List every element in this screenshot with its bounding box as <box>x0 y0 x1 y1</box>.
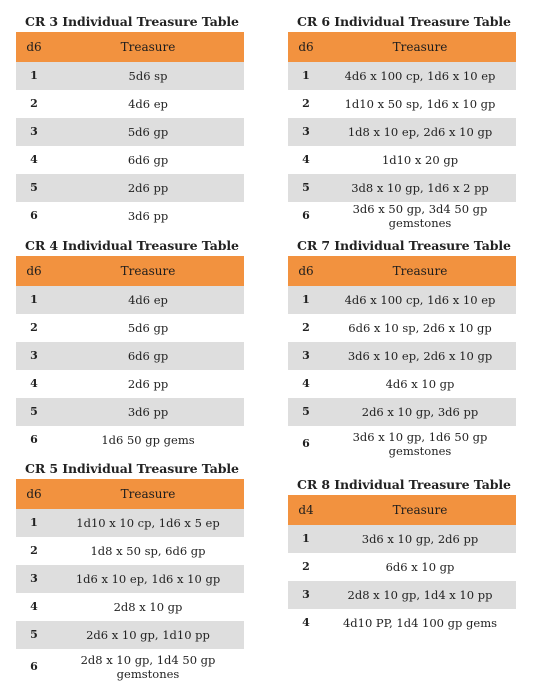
treasure-cell: 1d10 x 50 sp, 1d6 x 10 gp <box>344 97 496 111</box>
table-row <box>16 537 244 565</box>
treasure-header: Treasure <box>324 495 516 525</box>
treasure-cell: 5d6 gp <box>127 321 169 335</box>
roll-cell: 5 <box>288 174 324 202</box>
treasure-cell: 3d6 x 10 ep, 2d6 x 10 gp <box>324 342 516 370</box>
roll-cell: 4 <box>30 600 38 613</box>
cr4-table-block <box>16 236 244 454</box>
table-row <box>16 593 244 621</box>
treasure-header: Treasure <box>52 32 244 62</box>
treasure-header: Treasure <box>52 479 244 509</box>
treasure-cell: 2d6 x 10 gp, 3d6 pp <box>324 398 516 426</box>
roll-cell: 4 <box>30 153 38 166</box>
table-row <box>288 370 516 398</box>
roll-cell: 6 <box>302 437 310 450</box>
roll-cell: 5 <box>16 174 52 202</box>
table-row <box>288 118 516 146</box>
table-row <box>288 286 516 314</box>
treasure-cell: 5d6 sp <box>52 62 244 90</box>
table-row <box>288 398 516 426</box>
table-title: CR 8 Individual Treasure Table <box>297 477 511 492</box>
table-row <box>16 565 244 593</box>
treasure-cell: 4d6 ep <box>128 97 168 111</box>
treasure-cell: 4d6 x 10 gp <box>385 377 455 391</box>
die-header: d6 <box>16 32 52 62</box>
die-header: d4 <box>288 495 324 525</box>
treasure-cell: 2d8 x 10 gp, 1d4 x 10 pp <box>324 581 516 609</box>
table-title: CR 5 Individual Treasure Table <box>25 461 239 476</box>
roll-cell: 6 <box>30 209 38 222</box>
treasure-cell: 2d8 x 10 gp <box>113 600 183 614</box>
treasure-cell: 2d6 pp <box>127 377 169 391</box>
treasure-cell: 3d6 pp <box>52 398 244 426</box>
roll-cell: 1 <box>288 62 324 90</box>
roll-cell: 2 <box>30 321 38 334</box>
treasure-table <box>16 479 244 685</box>
roll-cell: 4 <box>30 377 38 390</box>
roll-cell: 3 <box>288 342 324 370</box>
roll-cell: 5 <box>16 398 52 426</box>
treasure-cell: 4d6 x 100 cp, 1d6 x 10 ep <box>324 62 516 90</box>
roll-cell: 1 <box>16 286 52 314</box>
roll-cell: 2 <box>30 544 38 557</box>
table-row <box>16 90 244 118</box>
treasure-table <box>288 32 516 230</box>
treasure-cell: 3d6 x 50 gp, 3d4 50 gp gemstones <box>352 202 488 230</box>
treasure-table <box>16 32 244 230</box>
table-row <box>288 90 516 118</box>
table-row <box>288 202 516 230</box>
treasure-table <box>288 256 516 462</box>
treasure-cell: 4d10 PP, 1d4 100 gp gems <box>342 616 498 630</box>
table-title: CR 7 Individual Treasure Table <box>297 238 511 253</box>
treasure-cell: 3d6 pp <box>127 209 169 223</box>
die-header: d6 <box>16 256 52 286</box>
roll-cell: 4 <box>302 616 310 629</box>
roll-cell: 4 <box>302 377 310 390</box>
table-row <box>288 525 516 553</box>
table-row <box>16 398 244 426</box>
treasure-cell: 4d6 ep <box>52 286 244 314</box>
table-row <box>16 509 244 537</box>
treasure-cell: 1d6 x 10 ep, 1d6 x 10 gp <box>52 565 244 593</box>
roll-cell: 3 <box>288 581 324 609</box>
roll-cell: 5 <box>16 621 52 649</box>
treasure-cell: 1d6 50 gp gems <box>101 433 195 447</box>
roll-cell: 6 <box>302 209 310 222</box>
cr8-table-block <box>288 475 516 637</box>
roll-cell: 3 <box>288 118 324 146</box>
table-row <box>16 621 244 649</box>
cr5-table-block <box>16 459 244 685</box>
treasure-cell: 3d6 x 10 gp, 1d6 50 gp gemstones <box>352 430 488 458</box>
die-header: d6 <box>288 256 324 286</box>
table-row <box>16 314 244 342</box>
roll-cell: 3 <box>16 118 52 146</box>
cr3-table-block <box>16 12 244 230</box>
table-row <box>16 146 244 174</box>
die-header: d6 <box>288 32 324 62</box>
table-row <box>16 426 244 454</box>
roll-cell: 5 <box>288 398 324 426</box>
table-row <box>16 118 244 146</box>
table-row <box>288 314 516 342</box>
table-title: CR 3 Individual Treasure Table <box>25 14 239 29</box>
treasure-table <box>288 495 516 637</box>
table-row <box>16 202 244 230</box>
table-row <box>288 609 516 637</box>
roll-cell: 3 <box>16 342 52 370</box>
treasure-header: Treasure <box>324 256 516 286</box>
treasure-cell: 1d10 x 20 gp <box>381 153 459 167</box>
treasure-cell: 3d8 x 10 gp, 1d6 x 2 pp <box>324 174 516 202</box>
treasure-cell: 6d6 gp <box>127 153 169 167</box>
roll-cell: 2 <box>30 97 38 110</box>
table-row <box>288 426 516 462</box>
roll-cell: 2 <box>302 560 310 573</box>
table-row <box>288 174 516 202</box>
roll-cell: 6 <box>30 660 38 673</box>
table-title: CR 6 Individual Treasure Table <box>297 14 511 29</box>
treasure-cell: 2d6 x 10 gp, 1d10 pp <box>52 621 244 649</box>
table-title: CR 4 Individual Treasure Table <box>25 238 239 253</box>
table-row <box>16 286 244 314</box>
table-row <box>288 553 516 581</box>
roll-cell: 2 <box>302 321 310 334</box>
roll-cell: 4 <box>302 153 310 166</box>
treasure-cell: 4d6 x 100 cp, 1d6 x 10 ep <box>324 286 516 314</box>
treasure-cell: 2d6 pp <box>52 174 244 202</box>
roll-cell: 1 <box>288 525 324 553</box>
roll-cell: 1 <box>16 509 52 537</box>
treasure-table <box>16 256 244 454</box>
roll-cell: 1 <box>288 286 324 314</box>
cr6-table-block <box>288 12 516 230</box>
roll-cell: 6 <box>30 433 38 446</box>
treasure-header: Treasure <box>324 32 516 62</box>
treasure-cell: 1d8 x 10 ep, 2d6 x 10 gp <box>324 118 516 146</box>
treasure-cell: 5d6 gp <box>52 118 244 146</box>
table-row <box>288 62 516 90</box>
table-row <box>16 62 244 90</box>
die-header: d6 <box>16 479 52 509</box>
treasure-cell: 6d6 x 10 gp <box>385 560 455 574</box>
treasure-cell: 6d6 x 10 sp, 2d6 x 10 gp <box>348 321 492 335</box>
table-row <box>16 370 244 398</box>
treasure-cell: 3d6 x 10 gp, 2d6 pp <box>324 525 516 553</box>
roll-cell: 2 <box>302 97 310 110</box>
table-row <box>16 174 244 202</box>
table-row <box>288 581 516 609</box>
treasure-cell: 6d6 gp <box>52 342 244 370</box>
treasure-cell: 1d8 x 50 sp, 6d6 gp <box>90 544 206 558</box>
roll-cell: 3 <box>16 565 52 593</box>
table-row <box>16 649 244 685</box>
table-row <box>288 146 516 174</box>
treasure-cell: 2d8 x 10 gp, 1d4 50 gp gemstones <box>80 653 216 681</box>
table-row <box>16 342 244 370</box>
table-row <box>288 342 516 370</box>
treasure-cell: 1d10 x 10 cp, 1d6 x 5 ep <box>52 509 244 537</box>
treasure-header: Treasure <box>52 256 244 286</box>
cr7-table-block <box>288 236 516 462</box>
roll-cell: 1 <box>16 62 52 90</box>
